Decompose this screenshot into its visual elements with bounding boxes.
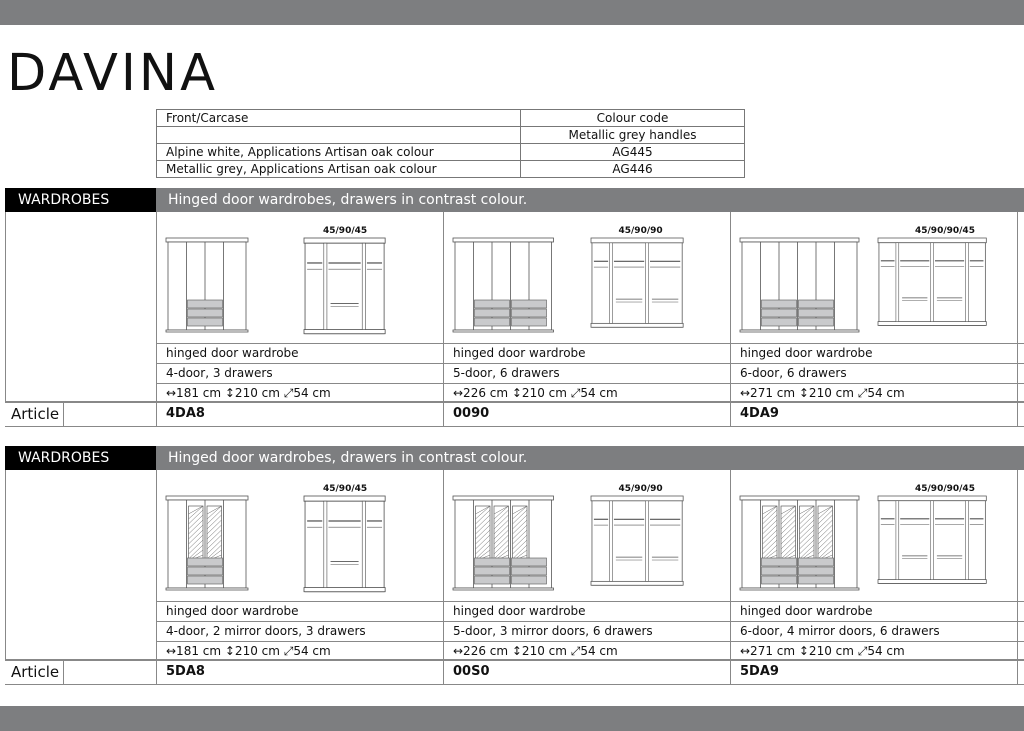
wardrobe-interior-drawing [591, 238, 683, 327]
wardrobe-front-illustration [453, 496, 583, 596]
item-dimensions: ↔271 cm ↕210 cm ⤢54 cm [740, 644, 905, 658]
item-spec: 5-door, 3 mirror doors, 6 drawers [453, 624, 653, 638]
interior-layout-label: 45/90/45 [323, 226, 368, 236]
section-description: Hinged door wardrobes, drawers in contrast colour. [156, 188, 1024, 212]
item-spec: 4-door, 2 mirror doors, 3 drawers [166, 624, 366, 638]
wardrobe-interior-drawing [304, 238, 385, 334]
item-dimensions: ↔226 cm ↕210 cm ⤢54 cm [453, 644, 618, 658]
wardrobe-front-illustration [166, 496, 296, 596]
wardrobe-front-drawing [740, 496, 859, 590]
bottom-band [0, 706, 1024, 731]
brand-title: DAVINA [7, 44, 218, 103]
colour-code: AG446 [521, 161, 745, 178]
wardrobe-interior-illustration [591, 238, 731, 338]
table-row [157, 127, 745, 144]
table-row [157, 110, 745, 127]
interior-layout-label: 45/90/90/45 [915, 484, 975, 494]
wardrobe-interior-illustration [878, 496, 1018, 596]
item-dimensions: ↔181 cm ↕210 cm ⤢54 cm [166, 644, 331, 658]
wardrobe-front-drawing [453, 496, 554, 590]
wardrobe-front-drawing [166, 496, 248, 590]
item-type: hinged door wardrobe [166, 346, 299, 360]
item-spec: 6-door, 4 mirror doors, 6 drawers [740, 624, 940, 638]
wardrobe-interior-illustration [591, 496, 731, 596]
article-label: Article [11, 663, 60, 681]
wardrobe-interior-drawing [878, 238, 986, 325]
wardrobe-front-illustration [166, 238, 296, 338]
article-number: 4DA9 [740, 406, 779, 421]
wardrobe-interior-illustration [304, 238, 444, 338]
wardrobe-section [0, 446, 1024, 686]
wardrobe-front-illustration [740, 238, 870, 338]
category-header: WARDROBES [5, 188, 156, 212]
interior-layout-label: 45/90/45 [323, 484, 368, 494]
wardrobe-interior-drawing [304, 496, 385, 592]
item-type: hinged door wardrobe [740, 346, 873, 360]
item-type: hinged door wardrobe [453, 346, 586, 360]
interior-layout-label: 45/90/90/45 [915, 226, 975, 236]
finish-name: Alpine white, Applications Artisan oak colour [157, 144, 521, 161]
handle-note: Metallic grey handles [521, 127, 745, 144]
item-dimensions: ↔181 cm ↕210 cm ⤢54 cm [166, 386, 331, 400]
wardrobe-interior-illustration [878, 238, 1018, 338]
colour-code: AG445 [521, 144, 745, 161]
article-number: 5DA8 [166, 664, 205, 679]
section-description: Hinged door wardrobes, drawers in contrast colour. [156, 446, 1024, 470]
wardrobe-front-drawing [166, 238, 248, 332]
article-number: 0090 [453, 406, 490, 421]
wardrobe-front-drawing [740, 238, 859, 332]
column-header: Front/Carcase [157, 110, 521, 127]
category-header: WARDROBES [5, 446, 156, 470]
item-type: hinged door wardrobe [166, 604, 299, 618]
wardrobe-front-drawing [453, 238, 554, 332]
item-spec: 4-door, 3 drawers [166, 366, 273, 380]
article-number: 00S0 [453, 664, 490, 679]
item-spec: 6-door, 6 drawers [740, 366, 847, 380]
item-dimensions: ↔226 cm ↕210 cm ⤢54 cm [453, 386, 618, 400]
article-label: Article [11, 405, 60, 423]
wardrobe-section [0, 188, 1024, 428]
wardrobe-front-illustration [740, 496, 870, 596]
finish-name: Metallic grey, Applications Artisan oak colour [157, 161, 521, 178]
article-number: 5DA9 [740, 664, 779, 679]
top-band [0, 0, 1024, 25]
table-row [157, 161, 745, 178]
item-type: hinged door wardrobe [453, 604, 586, 618]
wardrobe-interior-illustration [304, 496, 444, 596]
wardrobe-interior-drawing [878, 496, 986, 583]
item-dimensions: ↔271 cm ↕210 cm ⤢54 cm [740, 386, 905, 400]
column-header: Colour code [521, 110, 745, 127]
wardrobe-front-illustration [453, 238, 583, 338]
interior-layout-label: 45/90/90 [618, 484, 663, 494]
interior-layout-label: 45/90/90 [618, 226, 663, 236]
item-spec: 5-door, 6 drawers [453, 366, 560, 380]
colour-code-table [156, 109, 745, 178]
wardrobe-interior-drawing [591, 496, 683, 585]
item-type: hinged door wardrobe [740, 604, 873, 618]
article-number: 4DA8 [166, 406, 205, 421]
table-row [157, 144, 745, 161]
